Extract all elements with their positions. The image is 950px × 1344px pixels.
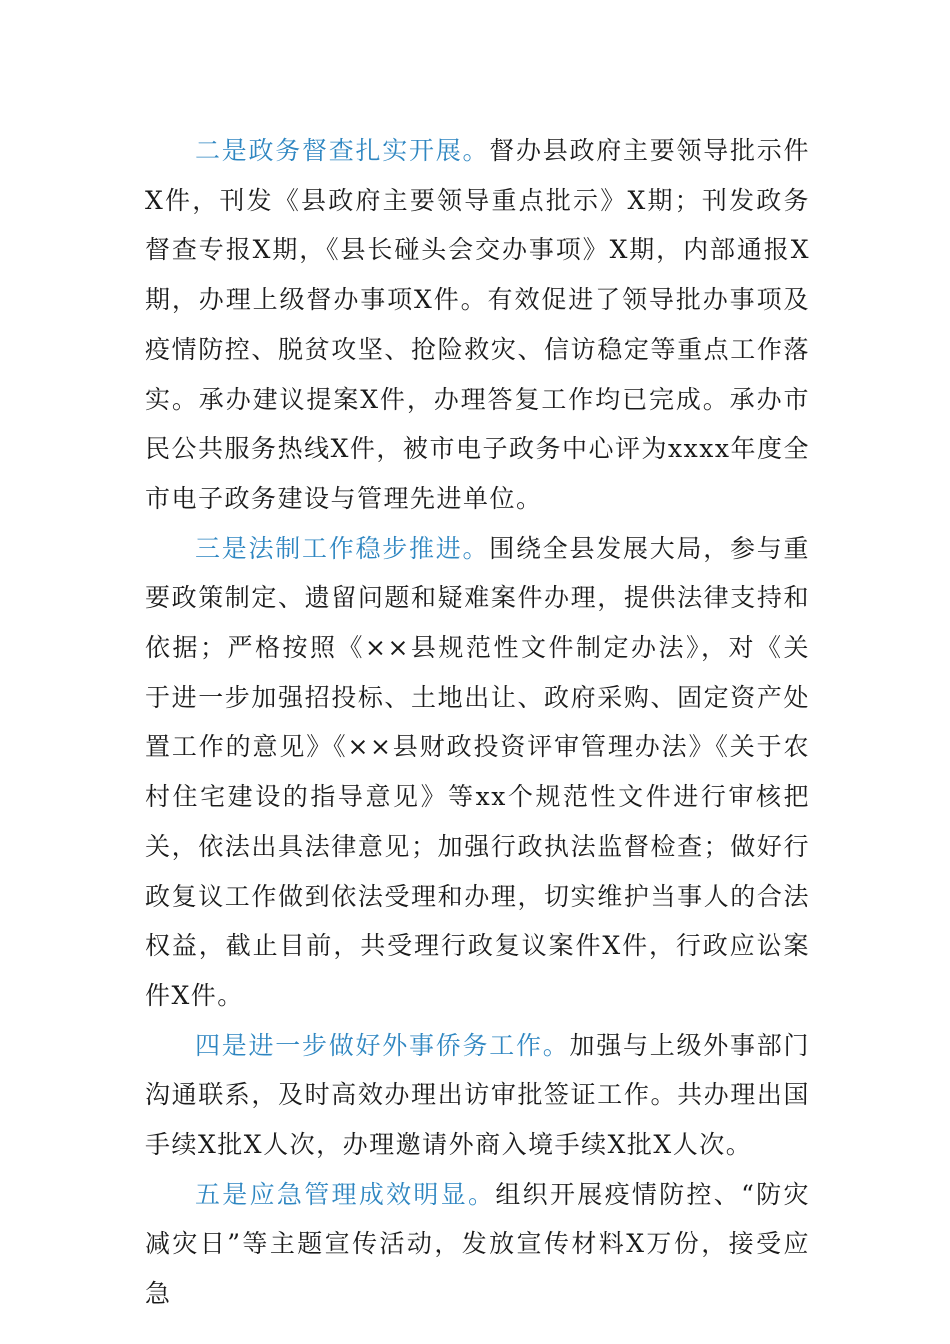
- paragraph-3: [145, 524, 810, 1021]
- paragraph-heading: 四是进一步做好外事侨务工作。: [195, 1030, 570, 1060]
- paragraph-text: 加强与上级外事部门沟通联系，及时高效办理出访审批签证工作。共办理出国手续X批X人次，办理邀请外商入境手续X批X人次。: [145, 1030, 810, 1160]
- document-body: [145, 126, 810, 1319]
- paragraph-heading: 三是法制工作稳步推进。: [195, 533, 490, 563]
- paragraph-heading: 五是应急管理成效明显。: [195, 1179, 496, 1209]
- paragraph-text: 督办县政府主要领导批示件X件，刊发《县政府主要领导重点批示》X期；刊发政务督查专报X期，《县长碰头会交办事项》X期，内部通报X期，办理上级督办事项X件。有效促进了领导批办事项及疫情防控、脱贫攻坚、抢险救灾、信访稳定等重点工作落实。承办建议提案X件，办理答复工作均已完成。承办市民公共服务热线X件，被市电子政务中心评为xxxx年度全市电子政务建设与管理先进单位。: [145, 136, 810, 513]
- paragraph-text: 组织开展疫情防控、“防灾减灾日”等主题宣传活动，发放宣传材料X万份，接受应急: [145, 1179, 810, 1309]
- paragraph-text: 围绕全县发展大局，参与重要政策制定、遗留问题和疑难案件办理，提供法律支持和依据；严格按照《××县规范性文件制定办法》，对《关于进一步加强招投标、土地出让、政府采购、固定资产处置工作的意见》《××县财政投资评审管理办法》《关于农村住宅建设的指导意见》等xx个规范性文件进行审核把关，依法出具法律意见；加强行政执法监督检查；做好行政复议工作做到依法受理和办理，切实维护当事人的合法权益，截止目前，共受理行政复议案件X件，行政应讼案件X件。: [145, 533, 810, 1010]
- paragraph-4: [145, 1021, 810, 1170]
- paragraph-2: [145, 126, 810, 524]
- paragraph-5: [145, 1170, 810, 1319]
- paragraph-heading: 二是政务督查扎实开展。: [195, 136, 490, 165]
